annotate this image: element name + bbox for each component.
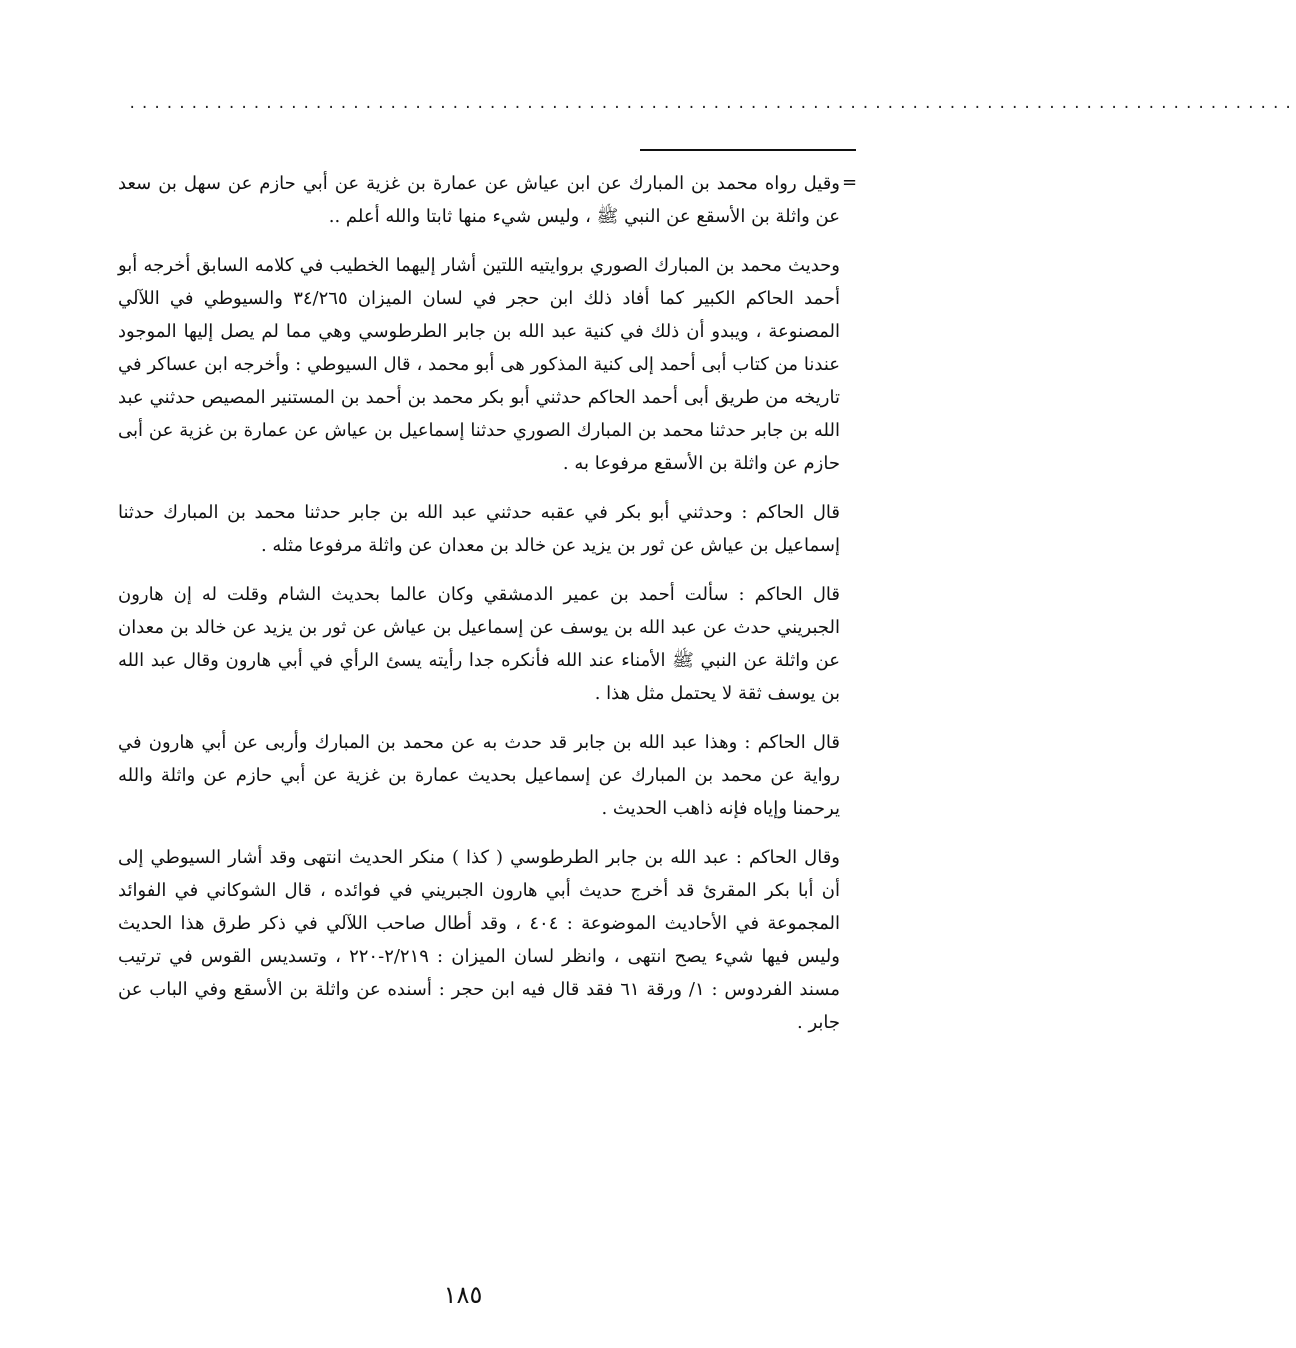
footnote-continuation-mark: = — [842, 172, 858, 193]
paragraph-block — [118, 488, 840, 562]
footnote-paragraph: قال الحاكم : وحدثني أبو بكر في عقبه حدثني عبد الله بن جابر حدثنا محمد بن المبارك حدثنا إسماعيل بن عياش عن ثور بن يزيد عن خالد بن معدان عن واثلة مرفوعا مثله . — [118, 502, 840, 556]
footnote-paragraph: وحديث محمد بن المبارك الصوري بروايتيه اللتين أشار إليهما الخطيب في كلامه السابق أخرجه أبو أحمد الحاكم الكبير كما أفاد ذلك ابن حجر في لسان الميزان ٣٤/٢٦٥ والسيوطي في اللآلي المصنوعة ، ويبدو أن ذلك في كنية عبد الله بن جابر الطرطوسي وهي مما لم يصل إليها الموجود عندنا من كتاب أبى أحمد إلى كنية المذكور هى أبو محمد ، قال السيوطي : وأخرجه ابن عساكر في تاريخه من طريق أبى أحمد الحاكم حدثني أبو بكر محمد بن أحمد بن المستنير المصيص حدثني عبد الله بن جابر حدثنا محمد بن المبارك الصوري حدثنا إسماعيل بن عياش عن عمارة بن غزية عن أبى حازم عن واثلة بن الأسقع مرفوعا به . — [118, 255, 841, 474]
footnote-paragraph: قال الحاكم : وهذا عبد الله بن جابر قد حدث به عن محمد بن المبارك وأربى عن أبي هارون في رواية عن محمد بن المبارك عن إسماعيل بحديث عمارة بن غزية عن أبي حازم عن واثلة والله يرحمنا وإياه فإنه ذاهب الحديث . — [118, 732, 840, 819]
paragraph-block — [118, 570, 840, 710]
footnote-paragraph: قال الحاكم : سألت أحمد بن عمير الدمشقي وكان عالما بحديث الشام وقلت له إن هارون الجبريني حدث عن عبد الله بن يوسف عن إسماعيل بن عياش عن ثور بن يزيد عن خالد بن معدان عن واثلة عن النبي ﷺ الأمناء عند الله فأنكره جدا رأيته يسئ الرأي في أبي هارون وقال عبد الله بن يوسف ثقة لا يحتمل مثل هذا . — [118, 584, 840, 704]
footnote-rule — [640, 149, 856, 151]
page-number: ١٨٥ — [443, 1281, 483, 1309]
paragraph-block — [118, 241, 840, 480]
footnote-paragraph: وقيل رواه محمد بن المبارك عن ابن عياش عن عمارة بن غزية عن أبي حازم عن سهل بن سعد عن واثلة بن الأسقع عن النبي ﷺ ، وليس شيء منها ثابتا والله أعلم .. — [118, 173, 840, 227]
paragraph-block — [118, 718, 840, 825]
paragraph-block — [118, 833, 840, 1039]
footnote-content — [118, 167, 840, 1039]
footnote-paragraph: وقال الحاكم : عبد الله بن جابر الطرطوسي ( كذا ) منكر الحديث انتهى وقد أشار السيوطي إلى أن أبا بكر المقرئ قد أخرج حديث أبي هارون الجبريني في فوائده ، قال الشوكاني في الفوائد المجموعة في الأحاديث الموضوعة : ٤٠٤ ، وقد أطال صاحب اللآلي في ذكر طرق هذا الحديث وليس فيها شيء يصح انتهى ، وانظر لسان الميزان : ٢/٢١٩-٢٢٠ ، وتسديس القوس في ترتيب مسند الفردوس : ١/ ورقة ٦١ فقد قال فيه ابن حجر : أسنده عن واثلة بن الأسقع وفي الباب عن جابر . — [118, 847, 840, 1033]
dotted-separator: .............................................................................................. — [128, 96, 1296, 112]
